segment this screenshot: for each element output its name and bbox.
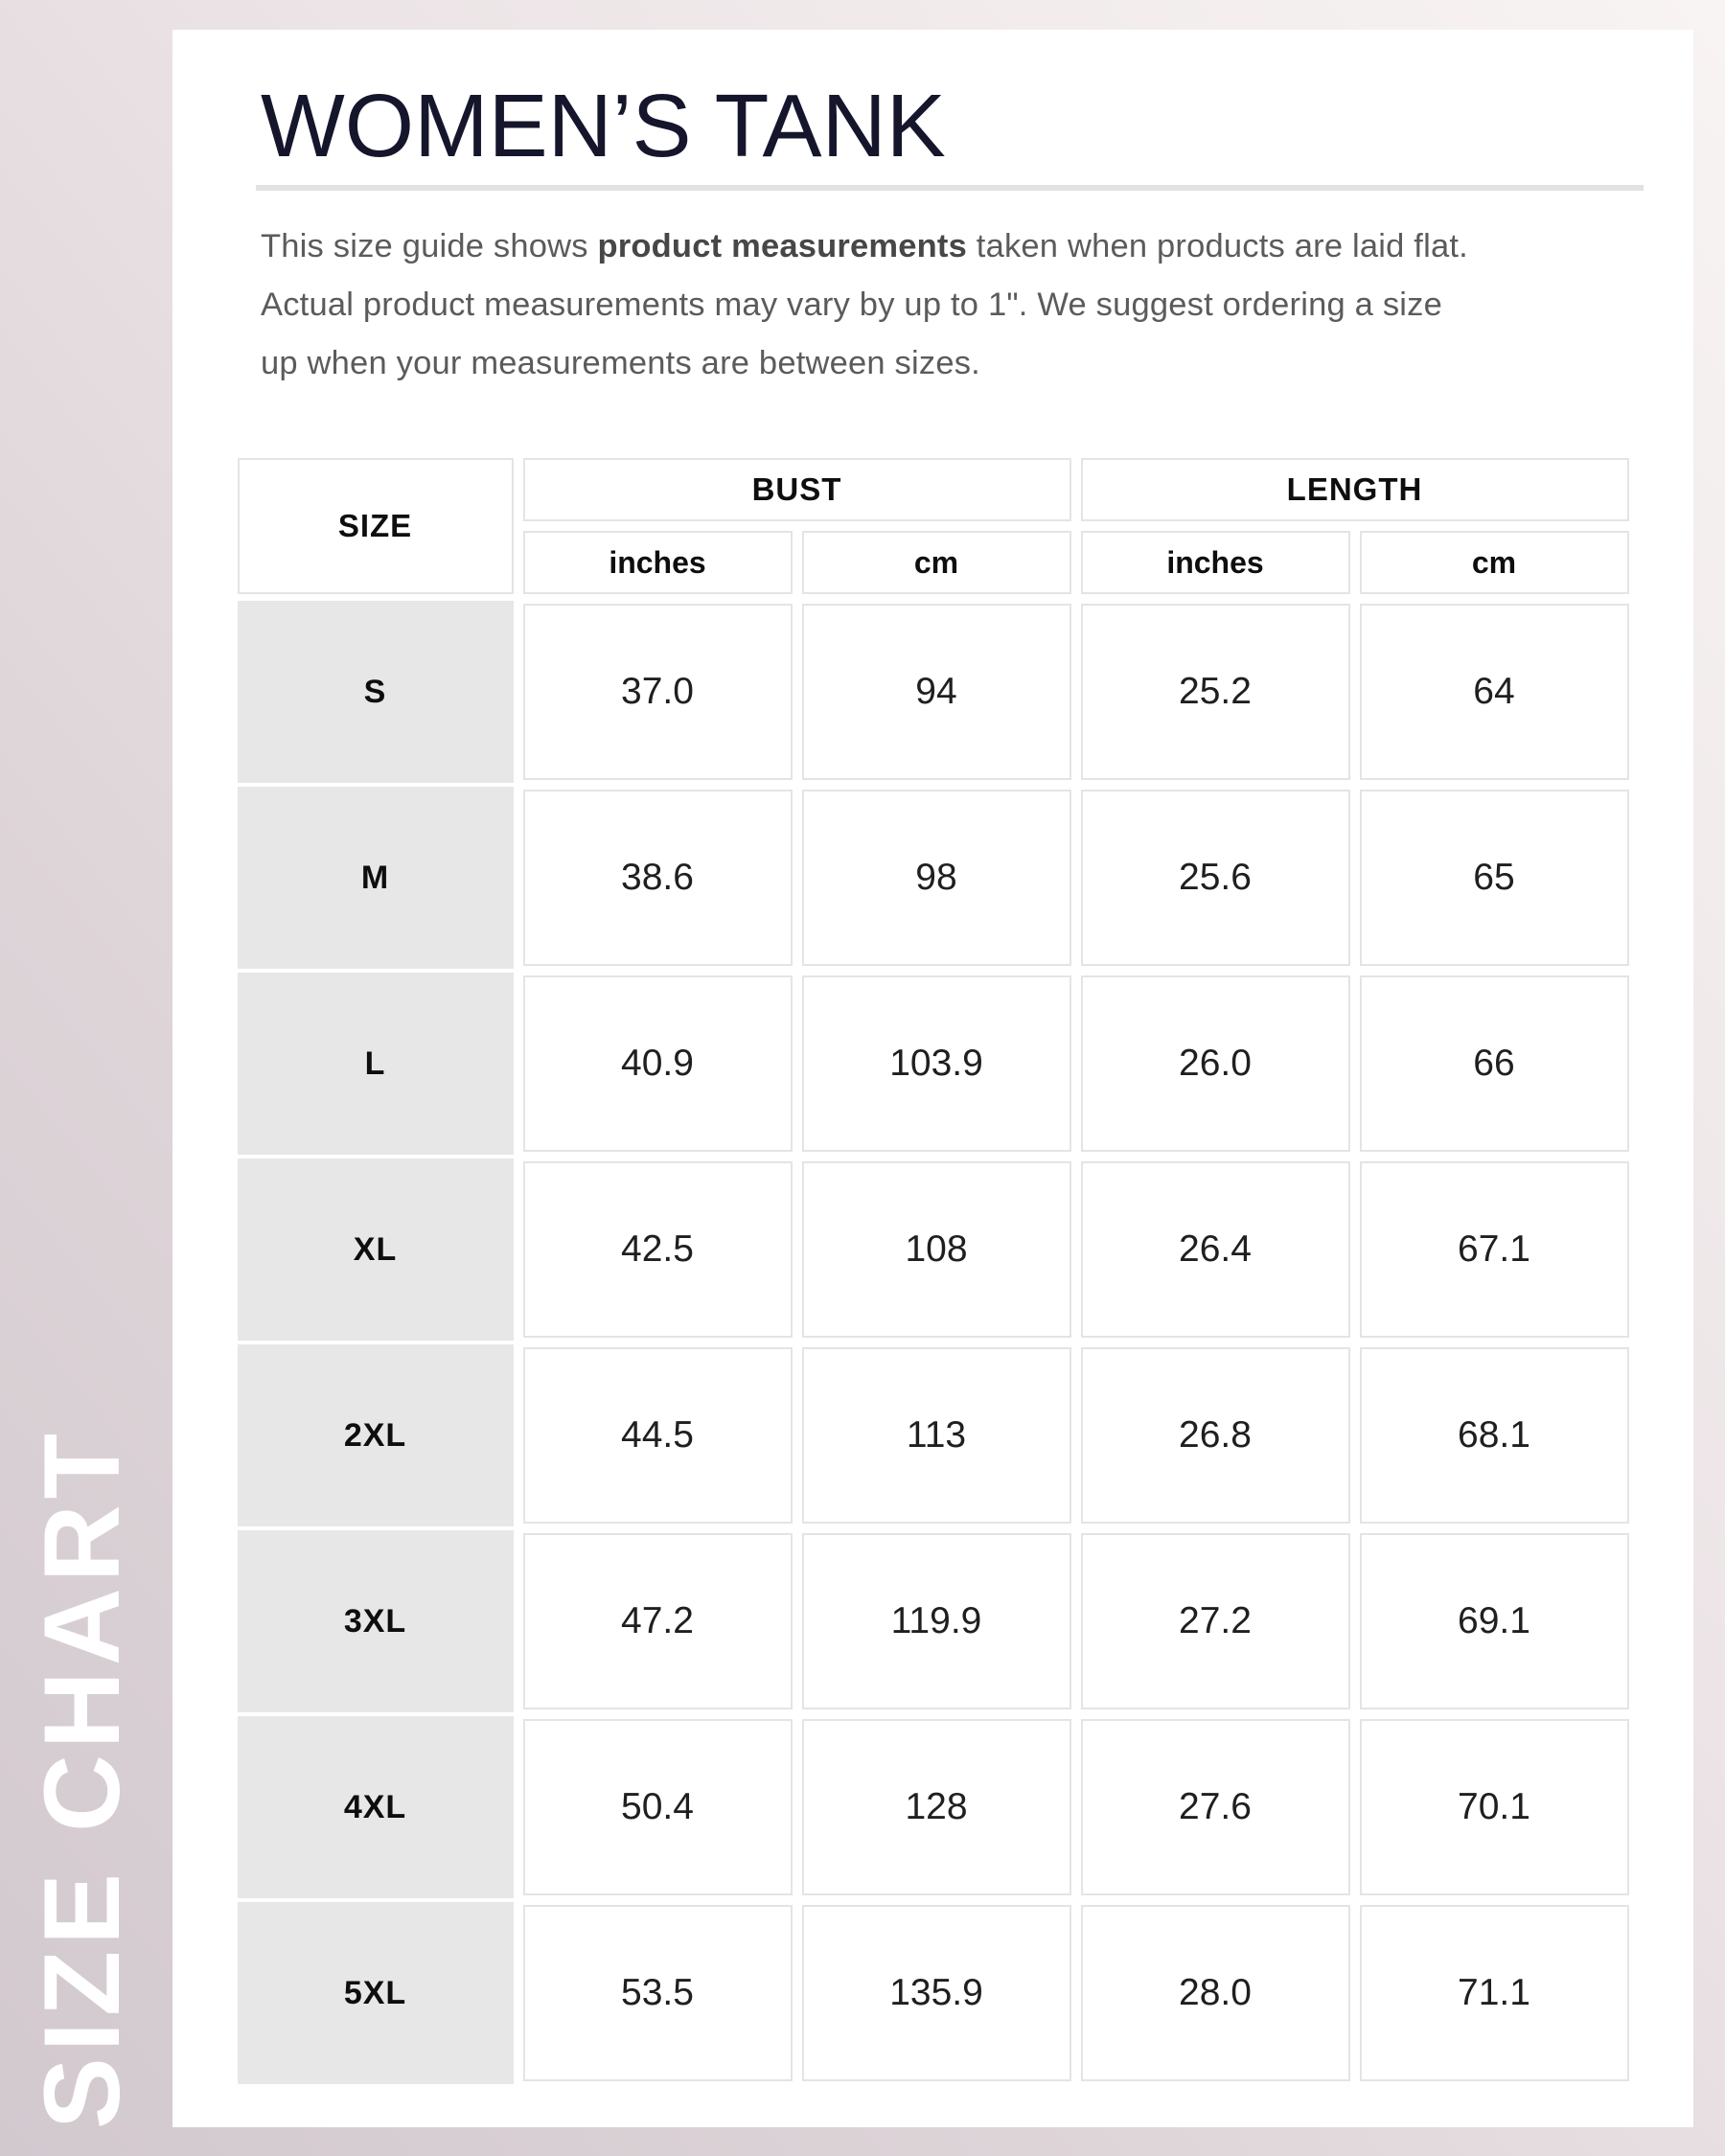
- bust-inches-cell: 42.5: [523, 1161, 793, 1338]
- bust-inches-cell: 50.4: [523, 1719, 793, 1895]
- unit-header-1: cm: [802, 531, 1071, 594]
- sidebar-vertical-label: SIZE CHART: [22, 1428, 142, 2129]
- length-cm-cell: 65: [1360, 790, 1629, 966]
- bust-inches-cell: 38.6: [523, 790, 793, 966]
- intro-text-2: taken when products are laid flat.: [967, 228, 1468, 264]
- length-cm-cell: 68.1: [1360, 1347, 1629, 1524]
- length-inches-cell: 27.6: [1081, 1719, 1350, 1895]
- unit-header-0: inches: [523, 531, 793, 594]
- length-inches-cell: 25.6: [1081, 790, 1350, 966]
- bust-inches-cell: 47.2: [523, 1533, 793, 1709]
- size-chart-card: [172, 30, 1693, 2127]
- length-cm-cell: 67.1: [1360, 1161, 1629, 1338]
- size-row-label: 2XL: [238, 1344, 514, 1526]
- bust-cm-cell: 98: [802, 790, 1071, 966]
- length-group-header: LENGTH: [1081, 458, 1629, 521]
- bust-cm-cell: 135.9: [802, 1905, 1071, 2081]
- title-divider: [256, 185, 1644, 191]
- bust-cm-cell: 108: [802, 1161, 1071, 1338]
- length-inches-cell: 25.2: [1081, 604, 1350, 780]
- size-table: [238, 458, 1629, 2081]
- bust-inches-cell: 40.9: [523, 975, 793, 1152]
- length-cm-cell: 66: [1360, 975, 1629, 1152]
- size-column-header: SIZE: [238, 458, 514, 594]
- bust-inches-cell: 44.5: [523, 1347, 793, 1524]
- size-row-label: 3XL: [238, 1530, 514, 1712]
- size-row-label: L: [238, 973, 514, 1155]
- intro-paragraph: [261, 218, 1642, 393]
- length-inches-cell: 26.0: [1081, 975, 1350, 1152]
- length-cm-cell: 69.1: [1360, 1533, 1629, 1709]
- bust-cm-cell: 113: [802, 1347, 1071, 1524]
- size-row-label: M: [238, 787, 514, 969]
- card-content: [172, 30, 1693, 2081]
- bust-cm-cell: 128: [802, 1719, 1071, 1895]
- bust-inches-cell: 37.0: [523, 604, 793, 780]
- length-cm-cell: 71.1: [1360, 1905, 1629, 2081]
- bust-cm-cell: 119.9: [802, 1533, 1071, 1709]
- bust-inches-cell: 53.5: [523, 1905, 793, 2081]
- size-row-label: 4XL: [238, 1716, 514, 1898]
- unit-header-3: cm: [1360, 531, 1629, 594]
- bust-group-header: BUST: [523, 458, 1071, 521]
- intro-text-3: Actual product measurements may vary by up to 1". We suggest ordering a size: [261, 287, 1442, 323]
- intro-text-1: This size guide shows: [261, 228, 598, 264]
- length-inches-cell: 28.0: [1081, 1905, 1350, 2081]
- bust-cm-cell: 94: [802, 604, 1071, 780]
- length-cm-cell: 64: [1360, 604, 1629, 780]
- length-inches-cell: 27.2: [1081, 1533, 1350, 1709]
- size-row-label: XL: [238, 1158, 514, 1341]
- length-cm-cell: 70.1: [1360, 1719, 1629, 1895]
- page-title: WOMEN’S TANK: [261, 76, 946, 175]
- size-row-label: S: [238, 601, 514, 783]
- intro-text-4: up when your measurements are between sizes.: [261, 345, 980, 381]
- length-inches-cell: 26.8: [1081, 1347, 1350, 1524]
- unit-header-2: inches: [1081, 531, 1350, 594]
- intro-text-bold: product measurements: [597, 228, 968, 264]
- bust-cm-cell: 103.9: [802, 975, 1071, 1152]
- size-row-label: 5XL: [238, 1902, 514, 2084]
- length-inches-cell: 26.4: [1081, 1161, 1350, 1338]
